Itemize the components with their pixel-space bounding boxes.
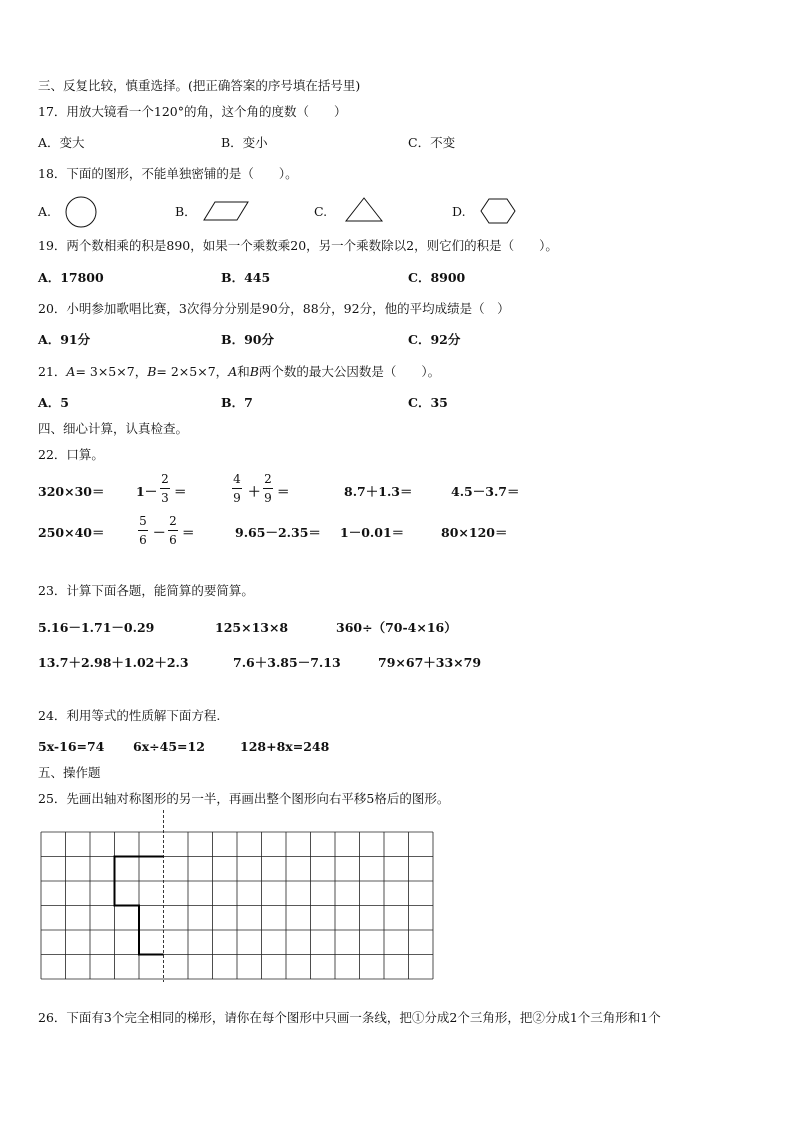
q17-stem: 17．用放大镜看一个120°的角，这个角的度数（ ） xyxy=(38,104,347,119)
q22-r1-e: 4.5－3.7＝ xyxy=(451,484,520,499)
q18-label-d: D. xyxy=(452,204,466,219)
q21-sep: ， xyxy=(134,364,148,379)
q22-r1-d: 8.7＋1.3＝ xyxy=(344,484,413,499)
q26-stem: 26．下面有3个完全相同的梯形，请你在每个图形中只画一条线，把①分成2个三角形，把②分成1个三角形和1个 xyxy=(38,1010,661,1025)
grid-figure xyxy=(40,810,434,982)
triangle-icon xyxy=(344,197,384,223)
q18-stem: 18．下面的图形，不能单独密铺的是（ ）。 xyxy=(38,166,298,181)
q21-eq-b: = 2×5×7 xyxy=(156,364,216,379)
q20-option-a: A．91分 xyxy=(38,332,91,347)
q21-var-a: A xyxy=(66,364,76,379)
q18-label-c: C. xyxy=(314,204,328,219)
q17-option-c: C．不变 xyxy=(408,135,456,150)
q22-r1-c-equals: ＝ xyxy=(277,484,290,499)
q22-r2-b-equals: ＝ xyxy=(182,525,195,540)
q22-r2-c: 9.65－2.35＝ xyxy=(235,525,321,540)
q21-comma: ， xyxy=(215,364,229,379)
q20-option-c: C．92分 xyxy=(408,332,461,347)
q22-r1-b-prefix: 1－ xyxy=(136,484,158,499)
q17-option-a: A．变大 xyxy=(38,135,85,150)
q23-r2-item-1: 13.7＋2.98＋1.02＋2.3 xyxy=(38,655,189,670)
hexagon-icon xyxy=(480,198,516,224)
q24-eq-2: 6x÷45=12 xyxy=(133,739,205,754)
q23-r1-item-1: 5.16－1.71－0.29 xyxy=(38,620,155,635)
q21-option-a: A．5 xyxy=(38,395,69,410)
q22-r1-c-fraction-1 xyxy=(232,473,242,504)
q21-rest: 两个数的最大公因数是（ ）。 xyxy=(258,364,441,379)
q22-r1-c-fraction-2 xyxy=(263,473,273,504)
q22-r2-d: 1－0.01＝ xyxy=(340,525,405,540)
q19-stem: 19．两个数相乘的积是890，如果一个乘数乘20，另一个乘数除以2，则它们的积是（ ）。 xyxy=(38,238,558,253)
q21-var-b: B xyxy=(147,364,157,379)
q24-eq-3: 128+8x=248 xyxy=(240,739,330,754)
q23-r2-item-3: 79×67＋33×79 xyxy=(378,655,482,670)
q21-eq-a: = 3×5×7 xyxy=(75,364,135,379)
q22-r1-b-fraction xyxy=(160,473,170,504)
q21-and: 和 xyxy=(237,364,250,379)
q18-label-b: B． xyxy=(175,204,197,219)
q22-r1-b-equals: ＝ xyxy=(174,484,187,499)
q22-r2-b-fraction-2 xyxy=(168,515,178,546)
section-5-heading: 五、操作题 xyxy=(38,765,101,780)
q22-r2-a: 250×40＝ xyxy=(38,525,105,540)
q18-label-a: A. xyxy=(38,204,52,219)
circle-icon xyxy=(65,196,97,228)
section-3-heading: 三、反复比较，慎重选择。(把正确答案的序号填在括号里) xyxy=(38,78,361,93)
numerator: 2 xyxy=(169,514,177,528)
q21-var-a2: A xyxy=(228,364,238,379)
q21-stem xyxy=(38,366,440,379)
q23-r2-item-2: 7.6＋3.85－7.13 xyxy=(233,655,341,670)
denominator: 9 xyxy=(233,491,241,505)
q20-option-b: B．90分 xyxy=(221,332,274,347)
denominator: 6 xyxy=(169,533,177,547)
denominator: 9 xyxy=(264,491,272,505)
q22-r2-b-fraction-1 xyxy=(138,515,148,546)
parallelogram-icon xyxy=(203,201,249,221)
numerator: 2 xyxy=(264,472,272,486)
numerator: 2 xyxy=(161,472,169,486)
denominator: 6 xyxy=(139,533,147,547)
q21-option-c: C．35 xyxy=(408,395,448,410)
q22-r1-c-op: ＋ xyxy=(248,484,261,499)
q21-option-b: B．7 xyxy=(221,395,253,410)
q23-r1-item-3: 360÷（70-4×16） xyxy=(336,620,457,635)
q22-stem: 22．口算。 xyxy=(38,447,104,462)
denominator: 3 xyxy=(161,491,169,505)
q21-number: 21． xyxy=(38,364,67,379)
q24-stem: 24．利用等式的性质解下面方程. xyxy=(38,708,221,723)
q17-option-b: B．变小 xyxy=(221,135,268,150)
q19-option-c: C．8900 xyxy=(408,270,466,285)
q23-stem: 23．计算下面各题，能简算的要简算。 xyxy=(38,583,254,598)
q21-var-b2: B xyxy=(249,364,259,379)
q20-stem: 20．小明参加歌唱比赛，3次得分分别是90分，88分，92分，他的平均成绩是（ ） xyxy=(38,301,510,316)
section-4-heading: 四、细心计算，认真检查。 xyxy=(38,421,189,436)
q22-r2-e: 80×120＝ xyxy=(441,525,508,540)
q19-option-a: A．17800 xyxy=(38,270,104,285)
q22-r1-a: 320×30＝ xyxy=(38,484,105,499)
numerator: 5 xyxy=(139,514,147,528)
q24-eq-1: 5x-16=74 xyxy=(38,739,105,754)
q23-r1-item-2: 125×13×8 xyxy=(215,620,289,635)
numerator: 4 xyxy=(233,472,241,486)
q25-stem: 25．先画出轴对称图形的另一半，再画出整个图形向右平移5格后的图形。 xyxy=(38,791,450,806)
q22-r2-b-op: － xyxy=(153,525,166,540)
q19-option-b: B．445 xyxy=(221,270,271,285)
